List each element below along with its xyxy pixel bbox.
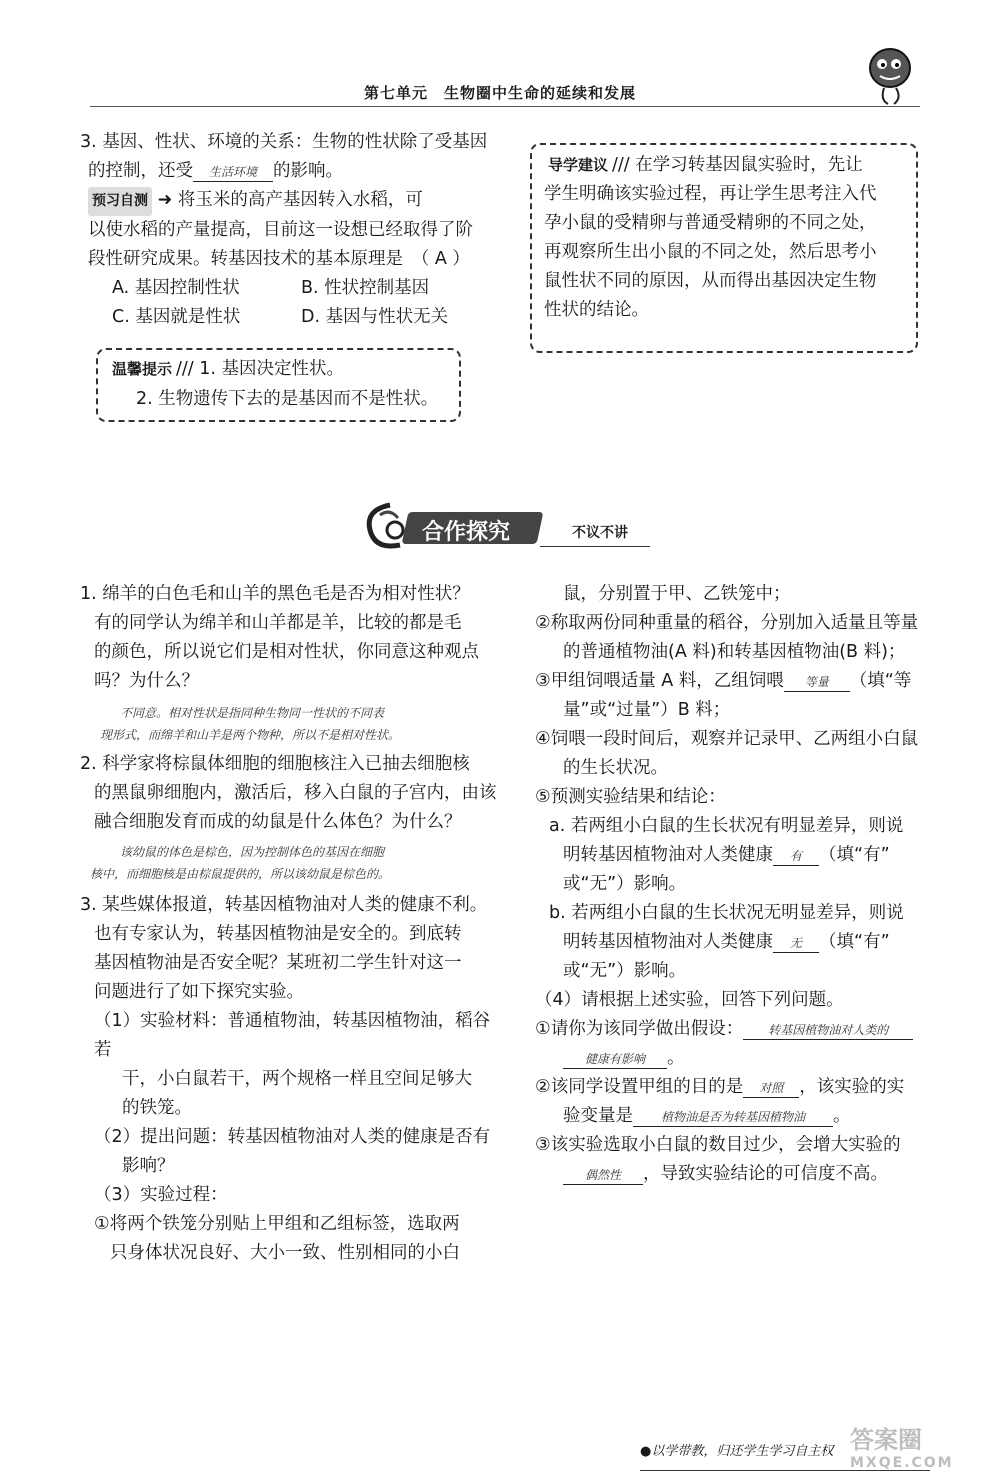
- option-b: B. 性状控制基因: [301, 278, 430, 298]
- q3-line-3: 问题进行了如下探究实验。: [94, 982, 304, 1002]
- watermark: [850, 1420, 990, 1471]
- blank-feed-amount: 等量: [784, 673, 850, 692]
- q2-line-1: 的黑鼠卵细胞内，激活后，移入白鼠的子宫内，由该: [94, 783, 497, 803]
- q1-answer-0: 不同意。相对性状是指同种生物同一性状的不同表: [120, 706, 385, 720]
- option-a: A. 基因控制性状: [112, 278, 240, 298]
- q3-line-10: ①将两个铁笼分别贴上甲组和乙组标签，选取两: [94, 1214, 460, 1234]
- item3-line2: 的控制，还受 生活环境 的影响。: [88, 161, 343, 181]
- guide-box: [530, 143, 918, 353]
- q3-line-2: 基因植物油是否安全呢？某班初二学生针对这一: [94, 953, 462, 973]
- rc-line-14: 或“无”）影响。: [563, 961, 687, 981]
- right-column: [535, 580, 935, 1189]
- blank-purpose: 对照: [743, 1079, 799, 1098]
- preview-label: 预习自测: [88, 187, 152, 216]
- tip-box: [96, 348, 461, 422]
- rc-line-6: ④饲喂一段时间后，观察并记录甲、乙两组小白鼠: [535, 729, 919, 749]
- rc-line-15: （4）请根据上述实验，回答下列问题。: [535, 990, 844, 1010]
- q3-line-1: 也有专家认为，转基因植物油是安全的。到底转: [94, 924, 462, 944]
- left-column: [80, 580, 500, 1268]
- rc-line-16: ①请你为该同学做出假设： 转基因植物油对人类的: [535, 1015, 935, 1044]
- tip-label: 温馨提示: [112, 360, 173, 378]
- blank-variable: 植物油是否为转基因植物油: [633, 1108, 833, 1127]
- options-row2: [80, 303, 490, 332]
- q1-line-3: 吗？为什么？: [94, 671, 199, 691]
- q1-line-0: 1. 绵羊的白色毛和山羊的黑色毛是否为相对性状？: [80, 584, 470, 604]
- tip-1: 1. 基因决定性状。: [199, 359, 345, 379]
- rc-line-17: 健康有影响 。: [535, 1044, 935, 1073]
- option-d: D. 基因与性状无关: [301, 307, 449, 327]
- slash-icon: ///: [612, 155, 630, 175]
- section-banner: [360, 500, 650, 555]
- slash-icon: ///: [176, 359, 194, 379]
- blank-hypothesis-2: 健康有影响: [563, 1050, 667, 1069]
- q2-line-2: 融合细胞发育而成的幼鼠是什么体色？为什么？: [94, 812, 462, 832]
- q3-line-11: 只身体状况良好、大小一致、性别相同的小白: [110, 1243, 460, 1263]
- rc-line-7: 的生长状况。: [563, 758, 668, 778]
- unit-title: 第七单元 生物圈中生命的延续和发展: [363, 84, 636, 102]
- watermark-logo: 答案圈: [850, 1426, 922, 1454]
- banner-subtitle: 不议不讲: [572, 525, 628, 541]
- rc-line-3: 的普通植物油(A 料)和转基因植物油(B 料)；: [563, 642, 906, 662]
- q2-answer-0: 该幼鼠的体色是棕色，因为控制体色的基因在细胞: [120, 845, 385, 859]
- rc-line-11: 或“无”）影响。: [563, 874, 687, 894]
- q3-line-6: 的铁笼。: [122, 1098, 192, 1118]
- rc-line-8: ⑤预测实验结果和结论：: [535, 787, 726, 807]
- guide-line-0: 在学习转基因鼠实验时，先让: [635, 155, 863, 175]
- blank-effect-no: 无: [773, 934, 819, 953]
- rc-line-5: 量”或“过量”）B 料；: [563, 700, 731, 720]
- rc-line-12: b. 若两组小白鼠的生长状况无明显差异，则说: [549, 903, 904, 923]
- blank-hypothesis-1: 转基因植物油对人类的: [743, 1021, 913, 1040]
- q3-line-0: 3. 某些媒体报道，转基因植物油对人类的健康不利。: [80, 895, 488, 915]
- guide-line-2: 孕小鼠的受精卵与普通受精卵的不同之处，: [544, 213, 877, 233]
- left-top-section: [80, 128, 490, 332]
- footer-motto: ●以学带教，归还学生学习自主权: [640, 1444, 834, 1459]
- guide-line-1: 学生明确该实验过程，再让学生思考注入代: [544, 184, 877, 204]
- rc-line-10: 明转基因植物油对人类健康 有 （填“有”: [563, 845, 890, 865]
- guide-line-3: 再观察所生出小鼠的不同之处，然后思考小: [544, 242, 877, 262]
- rc-line-13: 明转基因植物油对人类健康 无 （填“有”: [563, 932, 890, 952]
- rc-line-21: 偶然性 ，导致实验结论的可信度不高。: [535, 1160, 935, 1189]
- watermark-url: MXQE.COM: [850, 1455, 954, 1471]
- q2-line-0: 2. 科学家将棕鼠体细胞的细胞核注入已抽去细胞核: [80, 754, 470, 774]
- preview-line1: 预习自测 ➜ 将玉米的高产基因转入水稻，可: [80, 186, 490, 216]
- rc-line-19: 验变量是 植物油是否为转基因植物油 。: [563, 1106, 851, 1126]
- q1-line-2: 的颜色，所以说它们是相对性状，你同意这种观点: [94, 642, 479, 662]
- options-row1: [80, 274, 490, 303]
- q1-answer-1: 现形式，而绵羊和山羊是两个物种，所以不是相对性状。: [100, 728, 401, 742]
- preview-answer: （ A ）: [420, 249, 470, 269]
- q3-line-8: 影响？: [122, 1156, 175, 1176]
- rc-line-18: ②该同学设置甲组的目的是 对照 ，该实验的实: [535, 1077, 905, 1097]
- tip-2: 2. 生物遗传下去的是基因而不是性状。: [136, 389, 439, 409]
- preview-line2: 以使水稻的产量提高，目前这一设想已经取得了阶: [88, 220, 473, 240]
- rc-line-20: ③该实验选取小白鼠的数目过少，会增大实验的: [535, 1135, 901, 1155]
- q3-line-7: （2）提出问题：转基因植物油对人类的健康是否有: [94, 1127, 491, 1147]
- q2-answer-1: 核中，而细胞核是由棕鼠提供的，所以该幼鼠是棕色的。: [90, 867, 391, 881]
- blank-effect-yes: 有: [773, 847, 819, 866]
- guide-label: 导学建议: [548, 156, 609, 174]
- item3-line1: 3. 基因、性状、环境的关系：生物的性状除了受基因: [80, 132, 488, 152]
- option-c: C. 基因就是性状: [112, 307, 241, 327]
- blank-environment: 生活环境: [193, 163, 273, 182]
- q3-line-9: （3）实验过程：: [94, 1185, 228, 1205]
- banner-title: 合作探究: [422, 520, 511, 545]
- rc-line-1: 鼠，分别置于甲、乙铁笼中；: [563, 584, 791, 604]
- banner-rule: [540, 546, 650, 547]
- arrow-icon: ➜: [157, 190, 173, 210]
- q1-line-1: 有的同学认为绵羊和山羊都是羊，比较的都是毛: [94, 613, 462, 633]
- preview-line3: 段性研究成果。转基因技术的基本原理是 （ A ）: [88, 249, 470, 269]
- rc-line-4: ③甲组饲喂适量 A 料，乙组饲喂 等量 （填“等: [535, 671, 912, 691]
- guide-line-5: 性状的结论。: [544, 300, 649, 320]
- rc-line-2: ②称取两份同种重量的稻谷，分别加入适量且等量: [535, 613, 919, 633]
- rc-line-9: a. 若两组小白鼠的生长状况有明显差异，则说: [549, 816, 904, 836]
- q3-line-5: 干，小白鼠若干，两个规格一样且空间足够大: [122, 1069, 472, 1089]
- header-rule: [90, 106, 920, 107]
- q3-line-4: （1）实验材料：普通植物油，转基因植物油，稻谷若: [94, 1011, 491, 1060]
- guide-line-4: 鼠性状不同的原因，从而得出基因决定生物: [544, 271, 877, 291]
- mascot-icon: [860, 40, 920, 110]
- blank-chance: 偶然性: [563, 1166, 643, 1185]
